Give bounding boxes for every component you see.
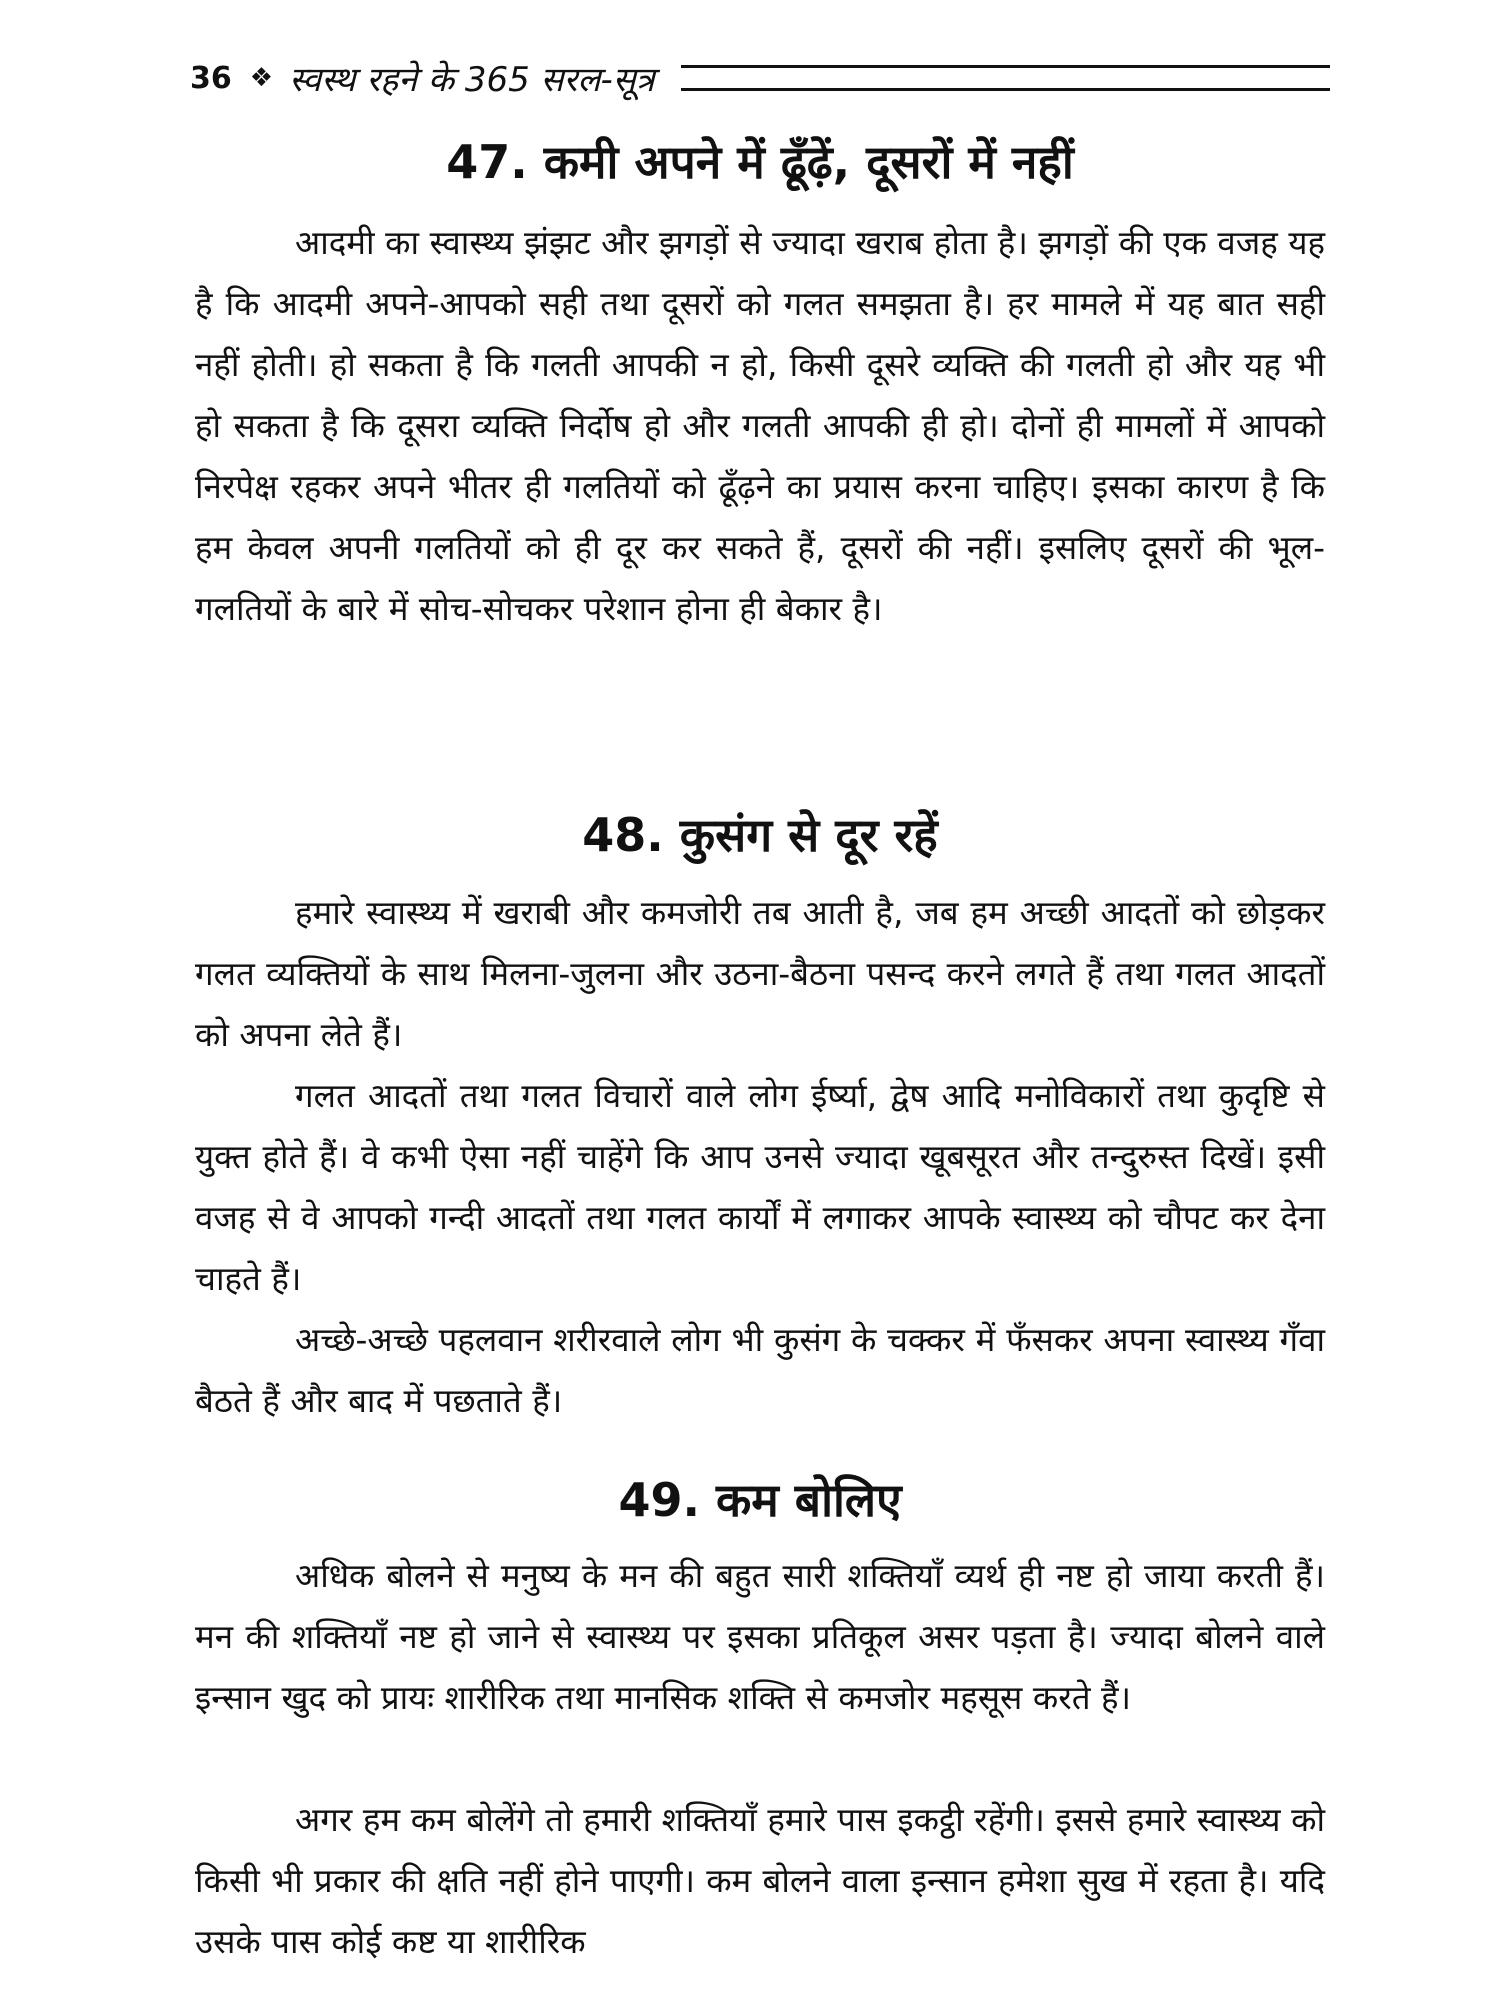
- section-48-paragraph-1: हमारे स्वास्थ्य में खराबी और कमजोरी तब आती है, जब हम अच्छी आदतों को छोड़कर गलत व्यक्तियों के साथ मिलना-जुलना और उठना-बैठना पसन्द करने लगते हैं तथा गलत आदतों को अपना लेते हैं।: [195, 893, 1325, 1054]
- section-heading-49: 49. कम बोलिए: [618, 1473, 902, 1527]
- section-48-paragraph-3: अच्छे-अच्छे पहलवान शरीरवाले लोग भी कुसंग के चक्कर में फँसकर अपना स्वास्थ्य गँवा बैठते हैं और बाद में पछताते हैं।: [195, 1320, 1325, 1420]
- diamond-ornament-icon: ❖: [249, 63, 274, 93]
- book-title: स्वस्थ रहने के 365 सरल-सूत्र: [289, 60, 655, 100]
- section-heading-48: 48. कुसंग से दूर रहें: [582, 808, 938, 862]
- section-49-paragraph-1: अधिक बोलने से मनुष्य के मन की बहुत सारी शक्तियाँ व्यर्थ ही नष्ट हो जाया करती हैं। मन की शक्तियाँ नष्ट हो जाने से स्वास्थ्य पर इसका प्रतिकूल असर पड़ता है। ज्यादा बोलने वाले इन्सान खुद को प्रायः शारीरिक तथा मानसिक शक्ति से कमजोर महसूस करते हैं।: [195, 1556, 1325, 1717]
- section-47-paragraph-1: आदमी का स्वास्थ्य झंझट और झगड़ों से ज्यादा खराब होता है। झगड़ों की एक वजह यह है कि आदमी अपने-आपको सही तथा दूसरों को गलत समझता है। हर मामले में यह बात सही नहीं होती। हो सकता है कि गलती आपकी न हो, किसी दूसरे व्यक्ति की गलती हो और यह भी हो सकता है कि दूसरा व्यक्ति निर्दोष हो और गलती आपकी ही हो। दोनों ही मामलों में आपको निरपेक्ष रहकर अपने भीतर ही गलतियों को ढूँढ़ने का प्रयास करना चाहिए। इसका कारण है कि हम केवल अपनी गलतियों को ही दूर कर सकते हैं, दूसरों की नहीं। इसलिए दूसरों की भूल-गलतियों के बारे में सोच-सोचकर परेशान होना ही बेकार है।: [195, 223, 1325, 628]
- section-heading-47: 47. कमी अपने में ढूँढ़ें, दूसरों में नहीं: [446, 135, 1074, 189]
- page-number: 36: [190, 60, 232, 96]
- section-48-paragraph-2: गलत आदतों तथा गलत विचारों वाले लोग ईर्ष्या, द्वेष आदि मनोविकारों तथा कुदृष्टि से युक्त होते हैं। वे कभी ऐसा नहीं चाहेंगे कि आप उनसे ज्यादा खूबसूरत और तन्दुरुस्त दिखें। इसी वजह से वे आपको गन्दी आदतों तथा गलत कार्यों में लगाकर आपके स्वास्थ्य को चौपट कर देना चाहते हैं।: [195, 1076, 1325, 1298]
- running-header: [190, 48, 1330, 108]
- header-double-rule: [681, 65, 1331, 91]
- section-49-paragraph-2: अगर हम कम बोलेंगे तो हमारी शक्तियाँ हमारे पास इकट्ठी रहेंगी। इससे हमारे स्वास्थ्य को किसी भी प्रकार की क्षति नहीं होने पाएगी। कम बोलने वाला इन्सान हमेशा सुख में रहता है। यदि उसके पास कोई कष्ट या शारीरिक: [195, 1800, 1325, 1961]
